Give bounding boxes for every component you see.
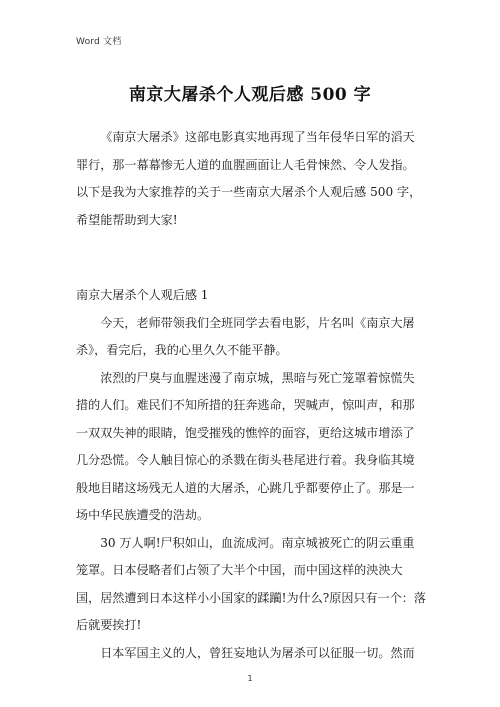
body-paragraph: 浓烈的尸臭与血腥迷漫了南京城，黑暗与死亡笼罩着惊慌失措的人们。难民们不知所措的狂奔逃命，哭喊声，惊叫声，和那一双双失神的眼睛，饱受摧残的憔悴的面容，更给这城市增添了几分恐慌。令人触目惊心的杀戮在街头巷尾进行着。我身临其境般地目睹这场残无人道的大屠杀，心跳几乎都要停止了。那是一场中华民族遭受的浩劫。 (76, 370, 415, 522)
intro-paragraph: 《南京大屠杀》这部电影真实地再现了当年侵华日军的滔天罪行，那一幕幕惨无人道的血腥画面让人毛骨悚然、令人发指。以下是我为大家推荐的关于一些南京大屠杀个人观后感 500 字，希望能帮助到大家! (76, 130, 422, 227)
document-title: 南京大屠杀个人观后感 500 字 (128, 85, 372, 105)
intro-block (76, 124, 426, 234)
essay-section (76, 282, 426, 667)
body-paragraph: 30 万人啊!尸积如山，血流成河。南京城被死亡的阴云重重笼罩。日本侵略者们占领了大半个中国，而中国这样的泱泱大国，居然遭到日本这样小小国家的蹂躏!为什么?原因只有一个：落后就要挨打! (76, 535, 426, 632)
body-paragraph: 日本军国主义的人，曾狂妄地认为屠杀可以征服一切。然而 (100, 645, 415, 660)
body-paragraph: 今天，老师带领我们全班同学去看电影，片名叫《南京大屠杀》，看完后，我的心里久久不能平静。 (76, 315, 415, 357)
section-heading: 南京大屠杀个人观后感 1 (76, 288, 209, 302)
page-number: 1 (247, 674, 253, 683)
document-header-label: Word 文档 (76, 37, 122, 47)
